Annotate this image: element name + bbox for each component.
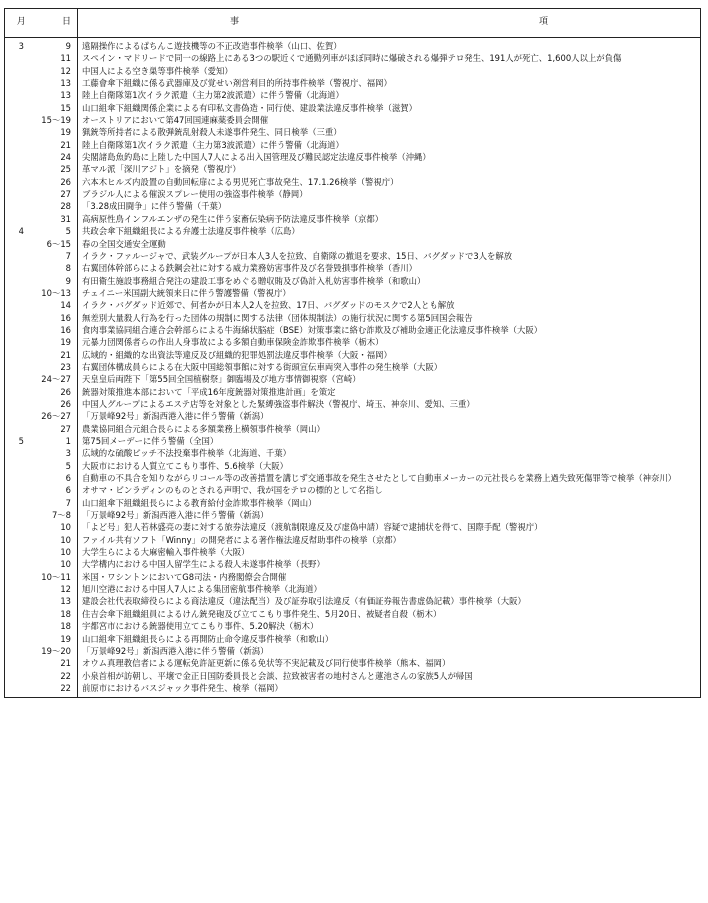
day-cell: 12 <box>38 65 78 77</box>
table-row <box>5 349 701 361</box>
month-cell <box>5 373 38 385</box>
table-row <box>5 324 701 336</box>
table-row <box>5 645 701 657</box>
month-cell <box>5 670 38 682</box>
event-cell: 宇都宮市における銃器使用立てこもり事件、5.20解決（栃木） <box>78 620 701 632</box>
event-cell: 中国人による空き巣等事件検挙（愛知） <box>78 65 701 77</box>
day-cell: 18 <box>38 608 78 620</box>
day-cell: 14 <box>38 299 78 311</box>
event-cell: 中国人グループによるエステ店等を対象とした緊縛強盗事件解決（警視庁、埼玉、神奈川、愛知、三重） <box>78 398 701 410</box>
day-cell: 21 <box>38 139 78 151</box>
day-cell: 12 <box>38 583 78 595</box>
month-cell <box>5 262 38 274</box>
month-cell <box>5 275 38 287</box>
table-row <box>5 238 701 250</box>
table-row <box>5 472 701 484</box>
event-cell: 有田衛生施設事務組合発注の建設工事をめぐる贈収賄及び偽計入札妨害事件検挙（和歌山） <box>78 275 701 287</box>
month-cell <box>5 312 38 324</box>
month-cell <box>5 102 38 114</box>
event-cell: 「万景峰92号」新潟西港入港に伴う警備（新潟） <box>78 410 701 422</box>
event-cell: 旭川空港における中国人7人による集団密航事件検挙（北海道） <box>78 583 701 595</box>
day-cell: 10 <box>38 558 78 570</box>
month-cell <box>5 151 38 163</box>
day-cell: 9 <box>38 275 78 287</box>
event-cell: ブラジル人による催涙スプレー使用の強盗事件検挙（静岡） <box>78 188 701 200</box>
day-cell: 3 <box>38 447 78 459</box>
event-cell: 猟銃等所持者による散弾銃乱射殺人未遂事件発生、同日検挙（三重） <box>78 126 701 138</box>
event-cell: 自動車の不具合を知りながらリコール等の改善措置を講じず交通事故を発生させたとして自動車メーカーの元社長らを業務上過失致死傷罪等で検挙（神奈川） <box>78 472 701 484</box>
month-cell <box>5 472 38 484</box>
event-cell: 尖閣諸島魚釣島に上陸した中国人7人による出入国管理及び難民認定法違反事件検挙（沖縄） <box>78 151 701 163</box>
day-cell: 26 <box>38 176 78 188</box>
table-row <box>5 250 701 262</box>
table-row <box>5 571 701 583</box>
event-cell: 共政会傘下組織組長による弁護士法違反事件検挙（広島） <box>78 225 701 237</box>
month-cell <box>5 89 38 101</box>
event-cell: 銃器対策推進本部において「平成16年度銃器対策推進計画」を策定 <box>78 386 701 398</box>
month-cell: 4 <box>5 225 38 237</box>
table-row <box>5 484 701 496</box>
month-cell <box>5 386 38 398</box>
event-cell: オサマ・ビンラディンのものとされる声明で、我が国をテロの標的として名指し <box>78 484 701 496</box>
month-cell <box>5 238 38 250</box>
month-cell <box>5 620 38 632</box>
table-row <box>5 386 701 398</box>
month-cell <box>5 349 38 361</box>
header-event-char-1: 事 <box>229 17 239 28</box>
month-cell <box>5 423 38 435</box>
month-cell <box>5 200 38 212</box>
day-cell: 31 <box>38 213 78 225</box>
table-row <box>5 521 701 533</box>
table-row <box>5 497 701 509</box>
table-row <box>5 176 701 188</box>
event-cell: 食肉事業協同組合連合会幹部らによる牛海綿状脳症（BSE）対策事業に絡む詐欺及び補助金適正化法違反事件検挙（大阪） <box>78 324 701 336</box>
table-row <box>5 312 701 324</box>
day-cell: 5 <box>38 225 78 237</box>
event-cell: ファイル共有ソフト「Winny」の開発者による著作権法違反幇助事件の検挙（京都） <box>78 534 701 546</box>
event-cell: スペイン・マドリードで同一の線路上にある3つの駅近くで通勤列車がほぼ同時に爆破される爆弾テロ発生、191人が死亡、1,600人以上が負傷 <box>78 52 701 64</box>
month-cell <box>5 521 38 533</box>
event-cell: 大学生らによる大麻密輸入事件検挙（大阪） <box>78 546 701 558</box>
table-row <box>5 546 701 558</box>
day-cell: 7 <box>38 250 78 262</box>
table-row <box>5 361 701 373</box>
table-row <box>5 102 701 114</box>
chronology-table <box>4 8 701 698</box>
table-row <box>5 447 701 459</box>
day-cell: 16 <box>38 324 78 336</box>
event-cell: 第75回メーデーに伴う警備（全国） <box>78 435 701 447</box>
day-cell: 13 <box>38 89 78 101</box>
day-cell: 21 <box>38 349 78 361</box>
table-row <box>5 52 701 64</box>
table-row <box>5 657 701 669</box>
day-cell: 15 <box>38 102 78 114</box>
table-row <box>5 682 701 698</box>
table-row <box>5 595 701 607</box>
day-cell: 26〜27 <box>38 410 78 422</box>
month-cell <box>5 398 38 410</box>
day-cell: 5 <box>38 460 78 472</box>
month-cell: 5 <box>5 435 38 447</box>
day-cell: 22 <box>38 682 78 698</box>
event-cell: 小泉首相が訪朝し、平壌で金正日国防委員長と会談、拉致被害者の地村さんと蓮池さんの家族5人が帰国 <box>78 670 701 682</box>
table-row <box>5 287 701 299</box>
day-cell: 25 <box>38 163 78 175</box>
table-row <box>5 163 701 175</box>
day-cell: 19 <box>38 126 78 138</box>
day-cell: 18 <box>38 620 78 632</box>
table-row <box>5 558 701 570</box>
day-cell: 10 <box>38 521 78 533</box>
day-cell: 6 <box>38 472 78 484</box>
month-cell <box>5 299 38 311</box>
table-row <box>5 89 701 101</box>
table-row <box>5 410 701 422</box>
event-cell: 革マル派「深川アジト」を摘発（警視庁） <box>78 163 701 175</box>
table-row <box>5 151 701 163</box>
month-cell <box>5 139 38 151</box>
month-cell <box>5 114 38 126</box>
month-cell <box>5 188 38 200</box>
day-cell: 15〜19 <box>38 114 78 126</box>
event-cell: オーストリアにおいて第47回国連麻薬委員会開催 <box>78 114 701 126</box>
event-cell: 前原市におけるバスジャック事件発生、検挙（福岡） <box>78 682 701 698</box>
day-cell: 22 <box>38 670 78 682</box>
event-cell: 無差別大量殺人行為を行った団体の規制に関する法律（団体規制法）の施行状況に関する第5回国会報告 <box>78 312 701 324</box>
event-cell: 陸上自衛隊第1次イラク派遣（主力第2波派遣）に伴う警備（北海道） <box>78 89 701 101</box>
month-cell <box>5 645 38 657</box>
month-cell <box>5 52 38 64</box>
month-cell <box>5 595 38 607</box>
event-cell: 農業協同組合元組合長らによる多額業務上横領事件検挙（岡山） <box>78 423 701 435</box>
day-cell: 10 <box>38 534 78 546</box>
month-cell <box>5 213 38 225</box>
day-cell: 27 <box>38 188 78 200</box>
table-row <box>5 114 701 126</box>
day-cell: 27 <box>38 423 78 435</box>
day-cell: 13 <box>38 77 78 89</box>
day-cell: 9 <box>38 38 78 53</box>
table-body <box>5 38 701 698</box>
month-cell <box>5 583 38 595</box>
event-cell: 遠隔操作によるぱちんこ遊技機等の不正改造事件検挙（山口、佐賀） <box>78 38 701 53</box>
day-cell: 16 <box>38 312 78 324</box>
event-cell: 右翼団体構成員らによる在大阪中国総領事館に対する街頭宣伝車両突入事件の発生検挙（大阪） <box>78 361 701 373</box>
day-cell: 24〜27 <box>38 373 78 385</box>
table-row <box>5 373 701 385</box>
day-cell: 1 <box>38 435 78 447</box>
table-row <box>5 620 701 632</box>
day-cell: 19 <box>38 633 78 645</box>
month-cell <box>5 65 38 77</box>
table-row <box>5 608 701 620</box>
event-cell: 山口組傘下組織関係企業による有印私文書偽造・同行使、建設業法違反事件検挙（滋賀） <box>78 102 701 114</box>
day-cell: 23 <box>38 361 78 373</box>
table-row <box>5 275 701 287</box>
month-cell <box>5 77 38 89</box>
day-cell: 7〜8 <box>38 509 78 521</box>
event-cell: 元暴力団関係者らの作出人身事故による多額自動車保険金詐欺事件検挙（栃木） <box>78 336 701 348</box>
day-cell: 7 <box>38 497 78 509</box>
table-row <box>5 126 701 138</box>
table-row <box>5 38 701 53</box>
event-cell: 工藤會傘下組織に係る武器庫及び覚せい剤営利目的所持事件検挙（警視庁、福岡） <box>78 77 701 89</box>
table-row <box>5 299 701 311</box>
event-cell: 広域的な硫酸ピッチ不法投棄事件検挙（北海道、千葉） <box>78 447 701 459</box>
table-row <box>5 139 701 151</box>
header-day: 日 <box>38 9 78 38</box>
event-cell: 「万景峰92号」新潟西港入港に伴う警備（新潟） <box>78 645 701 657</box>
event-cell: 山口組傘下組織組長らによる再開防止命令違反事件検挙（和歌山） <box>78 633 701 645</box>
table-row <box>5 77 701 89</box>
event-cell: 住吉会傘下組織組員によるけん銃発砲及び立てこもり事件発生、5月20日、被疑者自殺（栃木） <box>78 608 701 620</box>
month-cell: 3 <box>5 38 38 53</box>
table-row <box>5 633 701 645</box>
table-row <box>5 398 701 410</box>
month-cell <box>5 410 38 422</box>
table-row <box>5 262 701 274</box>
event-cell: 陸上自衛隊第1次イラク派遣（主力第3波派遣）に伴う警備（北海道） <box>78 139 701 151</box>
month-cell <box>5 361 38 373</box>
event-cell: 「よど号」犯人若林盛亮の妻に対する旅券法違反（渡航制限違反及び虚偽申請）容疑で逮捕状を得て、国際手配（警視庁） <box>78 521 701 533</box>
day-cell: 6 <box>38 484 78 496</box>
day-cell: 28 <box>38 200 78 212</box>
event-cell: 「万景峰92号」新潟西港入港に伴う警備（新潟） <box>78 509 701 521</box>
event-cell: 「3.28成田闘争」に伴う警備（千葉） <box>78 200 701 212</box>
day-cell: 8 <box>38 262 78 274</box>
month-cell <box>5 447 38 459</box>
day-cell: 26 <box>38 386 78 398</box>
month-cell <box>5 546 38 558</box>
day-cell: 10 <box>38 546 78 558</box>
month-cell <box>5 287 38 299</box>
month-cell <box>5 657 38 669</box>
month-cell <box>5 682 38 698</box>
table-row <box>5 670 701 682</box>
event-cell: イラク・バグダッド近郊で、何者かが日本人2人を拉致、17日、バグダッドのモスクで2人とも解放 <box>78 299 701 311</box>
month-cell <box>5 497 38 509</box>
month-cell <box>5 633 38 645</box>
event-cell: 山口組傘下組織組長らによる教育給付金詐欺事件検挙（岡山） <box>78 497 701 509</box>
table-row <box>5 583 701 595</box>
month-cell <box>5 558 38 570</box>
table-row <box>5 336 701 348</box>
event-cell: 春の全国交通安全運動 <box>78 238 701 250</box>
day-cell: 10〜11 <box>38 571 78 583</box>
day-cell: 11 <box>38 52 78 64</box>
day-cell: 19 <box>38 336 78 348</box>
day-cell: 10〜13 <box>38 287 78 299</box>
month-cell <box>5 176 38 188</box>
month-cell <box>5 324 38 336</box>
table-header-row <box>5 9 701 38</box>
event-cell: 右翼団体幹部らによる鉄鋼会社に対する威力業務妨害事件及び名誉毀損事件検挙（香川） <box>78 262 701 274</box>
month-cell <box>5 336 38 348</box>
month-cell <box>5 534 38 546</box>
event-cell: オウム真理教信者による運転免許証更新に係る免状等不実記載及び同行使事件検挙（熊本、福岡） <box>78 657 701 669</box>
header-event-char-2: 項 <box>539 17 549 28</box>
day-cell: 24 <box>38 151 78 163</box>
event-cell: 米国・ワシントンにおいてG8司法・内務閣僚会合開催 <box>78 571 701 583</box>
event-cell: 天皇皇后両陛下「第55回全国植樹祭」御臨場及び地方事情御視察（宮崎） <box>78 373 701 385</box>
event-cell: 六本木ヒルズ内設置の自動回転扉による男児死亡事故発生、17.1.26検挙（警視庁） <box>78 176 701 188</box>
event-cell: イラク・ファルージャで、武装グループが日本人3人を拉致、自衛隊の撤退を要求、15日、バグダッドで3人を解放 <box>78 250 701 262</box>
table-row <box>5 225 701 237</box>
month-cell <box>5 126 38 138</box>
month-cell <box>5 608 38 620</box>
table-row <box>5 423 701 435</box>
day-cell: 21 <box>38 657 78 669</box>
event-cell: 大阪市における人質立てこもり事件、5.6検挙（大阪） <box>78 460 701 472</box>
event-cell: チェイニー米国副大統領来日に伴う警護警備（警視庁） <box>78 287 701 299</box>
month-cell <box>5 250 38 262</box>
event-cell: 広域的・組織的な出資法等違反及び組織的犯罪処罰法違反事件検挙（大阪・福岡） <box>78 349 701 361</box>
month-cell <box>5 163 38 175</box>
day-cell: 13 <box>38 595 78 607</box>
table-row <box>5 200 701 212</box>
month-cell <box>5 509 38 521</box>
month-cell <box>5 484 38 496</box>
table-row <box>5 188 701 200</box>
table-row <box>5 460 701 472</box>
event-cell: 大学構内における中国人留学生による殺人未遂事件検挙（長野） <box>78 558 701 570</box>
chronology-table-wrapper <box>4 8 701 698</box>
month-cell <box>5 460 38 472</box>
header-month: 月 <box>5 9 38 38</box>
table-row <box>5 65 701 77</box>
day-cell: 6〜15 <box>38 238 78 250</box>
table-row <box>5 509 701 521</box>
table-row <box>5 534 701 546</box>
month-cell <box>5 571 38 583</box>
event-cell: 高病原性鳥インフルエンザの発生に伴う家畜伝染病予防法違反事件検挙（京都） <box>78 213 701 225</box>
header-event <box>78 9 701 38</box>
event-cell: 建設会社代表取締役らによる商法違反（違法配当）及び証券取引法違反（有価証券報告書虚偽記載）事件検挙（大阪） <box>78 595 701 607</box>
table-row <box>5 435 701 447</box>
day-cell: 26 <box>38 398 78 410</box>
table-row <box>5 213 701 225</box>
day-cell: 19〜20 <box>38 645 78 657</box>
